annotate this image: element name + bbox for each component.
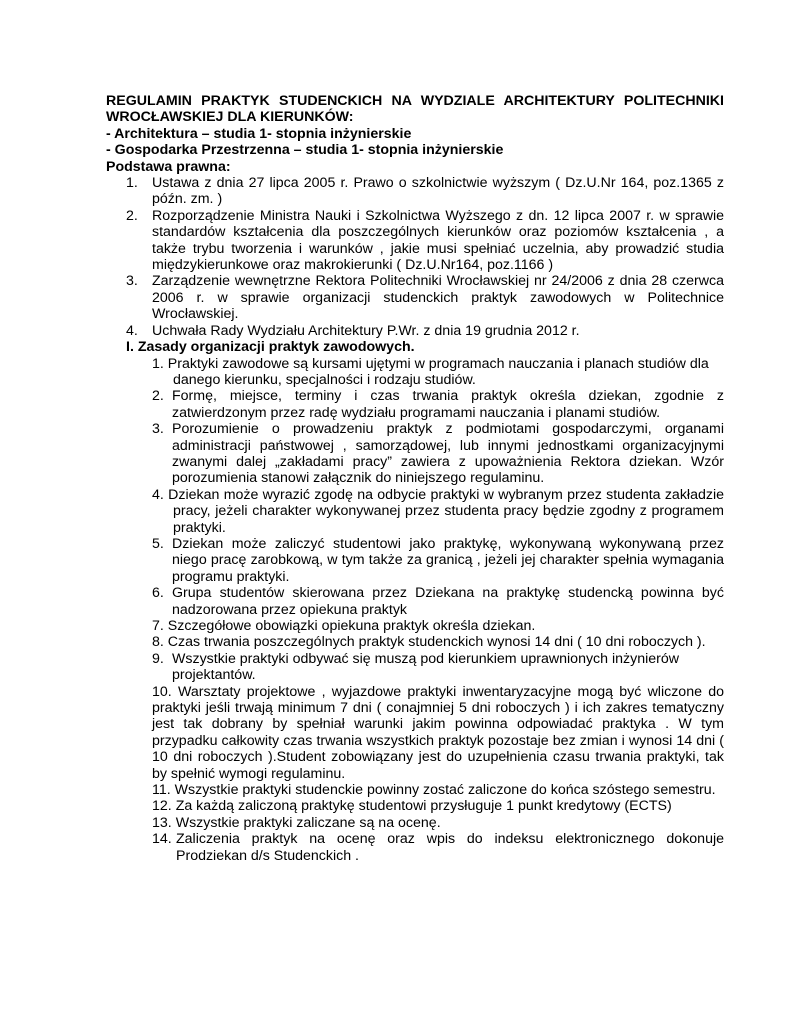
item-text: Formę, miejsce, terminy i czas trwania praktyk określa dziekan, zgodnie z zatwierdzonym przez radę wydziału programami nauczania i planami studiów. (172, 388, 724, 421)
item-number: 7. (152, 618, 164, 634)
item-text: Rozporządzenie Ministra Nauki i Szkolnictwa Wyższego z dn. 12 lipca 2007 r. w sprawie standardów kształcenia dla poszczególnych kierunków oraz poziomów kształcenia , a także trybu tworzenia i warunków , jakie musi spełniać uczelnia, aby prowadzić studia międzykierunkowe oraz makrokierunki ( Dz.U.Nr164, poz.1166 ) (152, 207, 724, 274)
item-number: 13. (152, 814, 172, 831)
item-text: Wszystkie praktyki odbywać się muszą pod kierunkiem uprawnionych inżynierów projektantów. (172, 650, 680, 684)
item-text: Wszystkie praktyki zaliczane są na ocenę. (175, 814, 441, 831)
item-number: 5. (152, 535, 164, 552)
rule-item (152, 421, 724, 487)
rule-item (152, 782, 724, 798)
item-number: 2. (152, 388, 164, 405)
item-number: 11. (152, 782, 171, 799)
rule-item (152, 585, 724, 618)
item-text: Porozumienie o prowadzeniu praktyk z podmiotami gospodarczymi, organami administracji państwowej , samorządowej, lub innymi jednostkami organizacyjnymi zwanymi dalej „zakładami pracy” zawiera z upoważnienia Rektora dziekan. Wzór porozumienia stanowi załącznik do niniejszego regulaminu. (172, 421, 724, 487)
item-text: Szczegółowe obowiązki opiekuna praktyk określa dziekan. (167, 618, 536, 634)
item-number: 6. (152, 585, 164, 602)
item-number: 4. (126, 322, 138, 339)
item-number: 8. (152, 634, 164, 651)
item-text: Zarządzenie wewnętrzne Rektora Politechniki Wrocławskiej nr 24/2006 z dnia 28 czerwca 2006 r. w sprawie organizacji studenckich praktyk zawodowych w Politechnice Wrocławskiej. (152, 273, 724, 323)
item-number: 1. (126, 175, 138, 192)
field-of-study-architecture: - Architektura – studia 1- stopnia inżynierskie (106, 125, 412, 142)
item-number: 14. (152, 831, 172, 848)
item-text: Uchwała Rady Wydziału Architektury P.Wr. z dnia 19 grudnia 2012 r. (152, 322, 580, 339)
item-text: Wszystkie praktyki studenckie powinny zostać zaliczone do końca szóstego semestru. (174, 782, 716, 799)
rule-item (152, 356, 724, 389)
rule-item (152, 815, 724, 831)
item-number: 9. (152, 650, 164, 667)
item-number: 3. (126, 273, 138, 290)
rule-item (152, 831, 724, 864)
rule-item (152, 798, 724, 814)
document-body (106, 93, 724, 864)
item-number: 12. (152, 798, 172, 815)
rule-item (152, 651, 724, 684)
legal-basis-item (126, 273, 724, 322)
legal-basis-item (126, 175, 724, 208)
item-text: Za każdą zaliczoną praktykę studentowi przysługuje 1 punkt kredytowy (ECTS) (175, 798, 672, 815)
legal-basis-item (126, 323, 724, 339)
item-number: 1. (152, 355, 164, 372)
item-text: Czas trwania poszczególnych praktyk studenckich wynosi 14 dni ( 10 dni roboczych ). (167, 634, 706, 651)
item-text: Warsztaty projektowe , wyjazdowe praktyki inwentaryzacyjne mogą być wliczone do praktyki jeśli trwają minimum 7 dni ( conajmniej 5 dni roboczych ) i ich zakres tematyczny jest tak dobrany by spełniał warunki jakim powinna odpowiadać praktyka . W tym przypadku całkowity czas trwania wszystkich praktyk pozostaje bez zmian i wynosi 14 dni ( 10 dni roboczych ).Student zobowiązany jest do uzupełnienia czasu trwania praktyki, tak by spełnić wymogi regulaminu. (152, 683, 724, 782)
item-text: Ustawa z dnia 27 lipca 2005 r. Prawo o szkolnictwie wyższym ( Dz.U.Nr 164, poz.1365 z późn. zm. ) (152, 175, 724, 208)
rule-item (152, 388, 724, 421)
rule-item (152, 634, 724, 650)
item-number: 10. (152, 683, 172, 700)
item-text: Zaliczenia praktyk na ocenę oraz wpis do indeksu elektronicznego dokonuje Prodziekan d/s Studenckich . (176, 831, 724, 864)
item-text: Grupa studentów skierowana przez Dziekana na praktykę studencką powinna być nadzorowana przez opiekuna praktyk (172, 585, 724, 618)
rule-item (152, 618, 724, 634)
field-of-study-spatial-planning: - Gospodarka Przestrzenna – studia 1- stopnia inżynierskie (106, 142, 504, 159)
document-title: REGULAMIN PRAKTYK STUDENCKICH NA WYDZIALE ARCHITEKTURY POLITECHNIKI WROCŁAWSKIEJ DLA KIERUNKÓW: (106, 93, 724, 126)
rule-item (152, 684, 724, 782)
legal-basis-heading: Podstawa prawna: (106, 158, 231, 175)
rule-item (152, 536, 724, 585)
section-heading: I. Zasady organizacji praktyk zawodowych. (126, 339, 415, 356)
legal-basis-item (126, 208, 724, 274)
item-number: 4. (152, 486, 164, 503)
item-text: Dziekan może zaliczyć studentowi jako praktykę, wykonywaną wykonywaną przez niego pracę zarobkową, w tym także za granicą , jeżeli jej charakter spełnia wymagania programu praktyki. (172, 535, 724, 585)
rule-item (152, 487, 724, 536)
item-text: Praktyki zawodowe są kursami ujętymi w programach nauczania i planach studiów dla danego kierunku, specjalności i rodzaju studiów. (167, 355, 709, 388)
item-text: Dziekan może wyrazić zgodę na odbycie praktyki w wybranym przez studenta zakładzie pracy, jeżeli charakter wykonywanej przez studenta pracy będzie zgodny z programem praktyki. (168, 486, 724, 536)
item-number: 2. (126, 207, 138, 224)
item-number: 3. (152, 421, 164, 438)
